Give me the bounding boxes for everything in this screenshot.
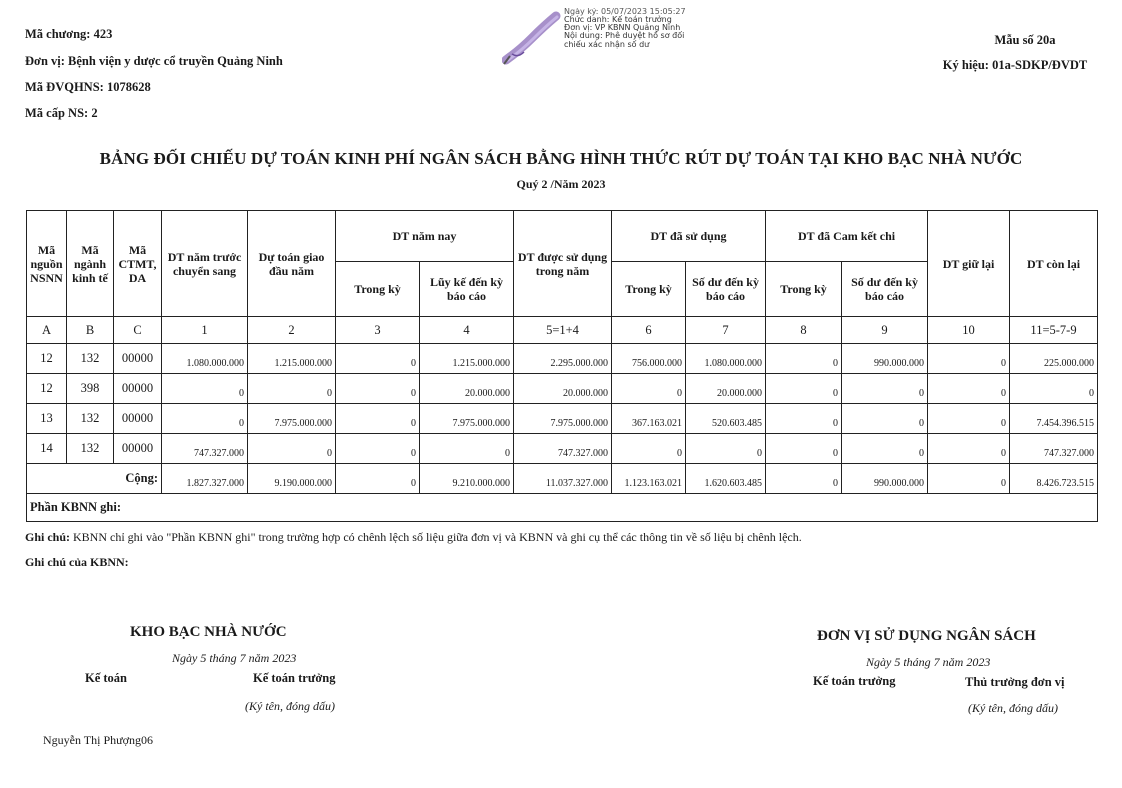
amount-cell: 367.163.021 (612, 404, 686, 434)
header-prev-year: DT năm trước chuyển sang (162, 211, 248, 317)
budget-unit-chief-accountant: Kế toán trưởng (813, 674, 896, 688)
code-cell: 12 (27, 344, 67, 374)
amount-cell: 0 (336, 404, 420, 434)
column-index-cell: 6 (612, 317, 686, 344)
amount-cell: 0 (766, 374, 842, 404)
code-cell: 00000 (114, 404, 162, 434)
amount-cell: 747.327.000 (162, 434, 248, 464)
code-cell: 00000 (114, 344, 162, 374)
treasury-chief-accountant: Kế toán trưởng (253, 671, 336, 685)
amount-cell: 0 (928, 434, 1010, 464)
column-index-cell: 2 (248, 317, 336, 344)
amount-cell: 0 (766, 434, 842, 464)
code-cell: 14 (27, 434, 67, 464)
header-used-balance: Số dư đến kỳ báo cáo (686, 262, 766, 317)
treasury-accountant: Kế toán (85, 671, 128, 685)
kbnn-section-label: Phần KBNN ghi: (27, 494, 1098, 522)
table-row (27, 344, 1098, 374)
header-used: DT đã sử dụng (612, 211, 766, 262)
header-initial: Dự toán giao đầu năm (248, 211, 336, 317)
amount-cell: 1.215.000.000 (248, 344, 336, 374)
amount-cell: 0 (336, 344, 420, 374)
amount-cell: 20.000.000 (686, 374, 766, 404)
amount-cell: 520.603.485 (686, 404, 766, 434)
total-amount-cell: 0 (928, 464, 1010, 494)
total-amount-cell: 0 (766, 464, 842, 494)
code-cell: 132 (67, 344, 114, 374)
header-committed: DT đã Cam kết chi (766, 211, 928, 262)
code-cell: 12 (27, 374, 67, 404)
amount-cell: 0 (842, 374, 928, 404)
amount-cell: 7.975.000.000 (514, 404, 612, 434)
amount-cell: 0 (162, 404, 248, 434)
pen-signature-icon (502, 10, 562, 66)
document-period: Quý 2 /Năm 2023 (516, 177, 606, 191)
budget-unit-head: Thủ trưởng đơn vị (965, 675, 1065, 689)
amount-cell: 0 (1010, 374, 1098, 404)
column-index-cell: 3 (336, 317, 420, 344)
amount-cell: 20.000.000 (420, 374, 514, 404)
amount-cell: 0 (612, 374, 686, 404)
amount-cell: 0 (420, 434, 514, 464)
amount-cell: 0 (162, 374, 248, 404)
table-row (27, 404, 1098, 434)
code-cell: 132 (67, 434, 114, 464)
amount-cell: 0 (928, 404, 1010, 434)
amount-cell: 0 (336, 434, 420, 464)
amount-cell: 0 (928, 344, 1010, 374)
header-committed-period: Trong kỳ (766, 262, 842, 317)
amount-cell: 7.454.396.515 (1010, 404, 1098, 434)
header-source: Mã nguồn NSNN (27, 211, 67, 317)
note (25, 530, 802, 545)
amount-cell: 0 (686, 434, 766, 464)
code-cell: 00000 (114, 374, 162, 404)
column-index-cell: 8 (766, 317, 842, 344)
amount-cell: 1.080.000.000 (686, 344, 766, 374)
column-index-cell: 4 (420, 317, 514, 344)
header-retained: DT giữ lại (928, 211, 1010, 317)
amount-cell: 0 (842, 434, 928, 464)
column-index-cell: 10 (928, 317, 1010, 344)
header-this-year-period: Trong kỳ (336, 262, 420, 317)
column-index-cell: 7 (686, 317, 766, 344)
total-amount-cell: 1.620.603.485 (686, 464, 766, 494)
dvqhns-code: Mã ĐVQHNS: 1078628 (25, 80, 151, 94)
column-index-cell: B (67, 317, 114, 344)
column-index-cell: C (114, 317, 162, 344)
total-amount-cell: 8.426.723.515 (1010, 464, 1098, 494)
document-title: BẢNG ĐỐI CHIẾU DỰ TOÁN KINH PHÍ NGÂN SÁCH BẰNG HÌNH THỨC RÚT DỰ TOÁN TẠI KHO BẠC NHÀ NƯỚC (99, 149, 1023, 168)
budget-reconciliation-table (26, 210, 1098, 522)
form-code: Ký hiệu: 01a-SDKP/ĐVDT (942, 58, 1088, 72)
budget-unit-date: Ngày 5 tháng 7 năm 2023 (866, 655, 991, 669)
amount-cell: 0 (766, 404, 842, 434)
amount-cell: 990.000.000 (842, 344, 928, 374)
code-cell: 13 (27, 404, 67, 434)
kbnn-note-label: Ghi chú của KBNN: (25, 555, 129, 569)
amount-cell: 0 (842, 404, 928, 434)
header-ctmt: Mã CTMT, DA (114, 211, 162, 317)
stamp-content-cont: chiếu xác nhận số dư (564, 39, 650, 49)
amount-cell: 0 (336, 374, 420, 404)
treasury-date: Ngày 5 tháng 7 năm 2023 (172, 651, 297, 665)
amount-cell: 756.000.000 (612, 344, 686, 374)
total-amount-cell: 1.123.163.021 (612, 464, 686, 494)
column-index-cell: 9 (842, 317, 928, 344)
column-index-row (27, 317, 1098, 344)
amount-cell: 0 (248, 374, 336, 404)
treasury-sign-hint: (Ký tên, đóng dấu) (245, 699, 335, 713)
budget-unit-sign-hint: (Ký tên, đóng dấu) (968, 701, 1058, 715)
treasury-org: KHO BẠC NHÀ NƯỚC (130, 624, 287, 640)
code-cell: 398 (67, 374, 114, 404)
header-used-period: Trong kỳ (612, 262, 686, 317)
header-econ: Mã ngành kinh tế (67, 211, 114, 317)
column-index-cell: 11=5-7-9 (1010, 317, 1098, 344)
budget-level: Mã cấp NS: 2 (25, 106, 98, 120)
table-row (27, 374, 1098, 404)
total-amount-cell: 9.210.000.000 (420, 464, 514, 494)
total-amount-cell: 9.190.000.000 (248, 464, 336, 494)
header-usable: DT được sử dụng trong năm (514, 211, 612, 317)
total-amount-cell: 990.000.000 (842, 464, 928, 494)
amount-cell: 7.975.000.000 (420, 404, 514, 434)
header-this-year-accum: Lũy kế đến kỳ báo cáo (420, 262, 514, 317)
amount-cell: 1.215.000.000 (420, 344, 514, 374)
stamp-date: Ngày ký: 05/07/2023 15:05:27 (564, 8, 686, 16)
amount-cell: 2.295.000.000 (514, 344, 612, 374)
amount-cell: 747.327.000 (514, 434, 612, 464)
amount-cell: 225.000.000 (1010, 344, 1098, 374)
column-index-cell: 5=1+4 (514, 317, 612, 344)
amount-cell: 0 (248, 434, 336, 464)
table-row (27, 434, 1098, 464)
header-this-year: DT năm nay (336, 211, 514, 262)
total-label: Cộng: (27, 464, 162, 494)
note-text: KBNN chỉ ghi vào "Phần KBNN ghi" trong trường hợp có chênh lệch số liệu giữa đơn vị và KBNN và ghi cụ thể các thông tin về số liệu bị chênh lệch. (70, 530, 802, 544)
budget-unit-org: ĐƠN VỊ SỬ DỤNG NGÂN SÁCH (817, 628, 1036, 644)
amount-cell: 20.000.000 (514, 374, 612, 404)
chapter-code: Mã chương: 423 (25, 27, 113, 41)
column-index-cell: A (27, 317, 67, 344)
header-remaining: DT còn lại (1010, 211, 1098, 317)
amount-cell: 747.327.000 (1010, 434, 1098, 464)
amount-cell: 1.080.000.000 (162, 344, 248, 374)
note-label: Ghi chú: (25, 530, 71, 544)
stamp-title: Chức danh: Kế toán trưởng (564, 15, 672, 24)
code-cell: 00000 (114, 434, 162, 464)
form-number: Mẫu số 20a (994, 33, 1056, 47)
amount-cell: 0 (928, 374, 1010, 404)
total-amount-cell: 0 (336, 464, 420, 494)
treasury-person-name: Nguyễn Thị Phượng06 (43, 733, 153, 747)
stamp-content: Nội dung: Phê duyệt hồ sơ đối (564, 31, 685, 41)
total-row (27, 464, 1098, 494)
total-amount-cell: 11.037.327.000 (514, 464, 612, 494)
stamp-unit: Đơn vị: VP KBNN Quảng Ninh (564, 23, 681, 33)
column-index-cell: 1 (162, 317, 248, 344)
amount-cell: 0 (766, 344, 842, 374)
header-committed-balance: Số dư đến kỳ báo cáo (842, 262, 928, 317)
amount-cell: 0 (612, 434, 686, 464)
amount-cell: 7.975.000.000 (248, 404, 336, 434)
total-amount-cell: 1.827.327.000 (162, 464, 248, 494)
code-cell: 132 (67, 404, 114, 434)
unit-name: Đơn vị: Bệnh viện y dược cổ truyền Quảng Ninh (25, 54, 283, 68)
